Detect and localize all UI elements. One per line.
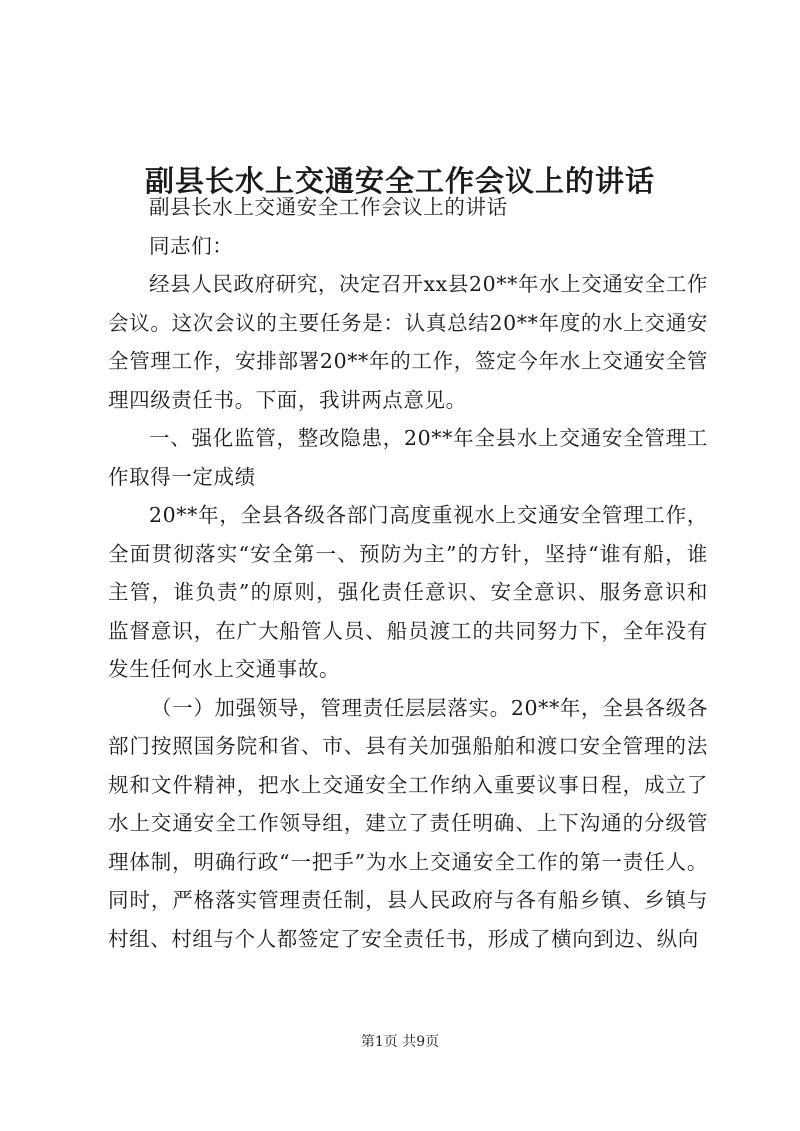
- section-heading-1: 一、强化监管，整改隐患，20**年全县水上交通安全管理工作取得一定成绩: [108, 426, 708, 489]
- document-title: 副县长水上交通安全工作会议上的讲话: [144, 164, 655, 199]
- page-footer: 第1页 共9页: [360, 1034, 440, 1050]
- paragraph-subsection-1: （一）加强领导，管理责任层层落实。20**年，全县各级各部门按照国务院和省、市、县有关加强船舶和渡口安全管理的法规和文件精神，把水上交通安全工作纳入重要议事日程，成立了水上交通安全工作领导组，建立了责任明确、上下沟通的分级管理体制，明确行政“一把手”为水上交通安全工作的第一责任人。同时，严格落实管理责任制，县人民政府与各有船乡镇、乡镇与村组、村组与个人都签定了安全责任书，形成了横向到边、纵向: [108, 695, 708, 951]
- paragraph-summary: 20**年，全县各级各部门高度重视水上交通安全管理工作，全面贯彻落实“安全第一、预防为主”的方针，坚持“谁有船，谁主管，谁负责”的原则，强化责任意识、安全意识、服务意识和监督意识，在广大船管人员、船员渡工的共同努力下，全年没有发生任何水上交通事故。: [108, 503, 708, 681]
- paragraph-subtitle: 副县长水上交通安全工作会议上的讲话: [149, 195, 508, 219]
- document-body: [108, 188, 708, 958]
- paragraph-intro: 经县人民政府研究，决定召开xx县20**年水上交通安全工作会议。这次会议的主要任务是：认真总结20**年度的水上交通安全管理工作，安排部署20**年的工作，签定今年水上交通安全管理四级责任书。下面，我讲两点意见。: [108, 272, 708, 412]
- paragraph-salutation: 同志们：: [149, 233, 234, 258]
